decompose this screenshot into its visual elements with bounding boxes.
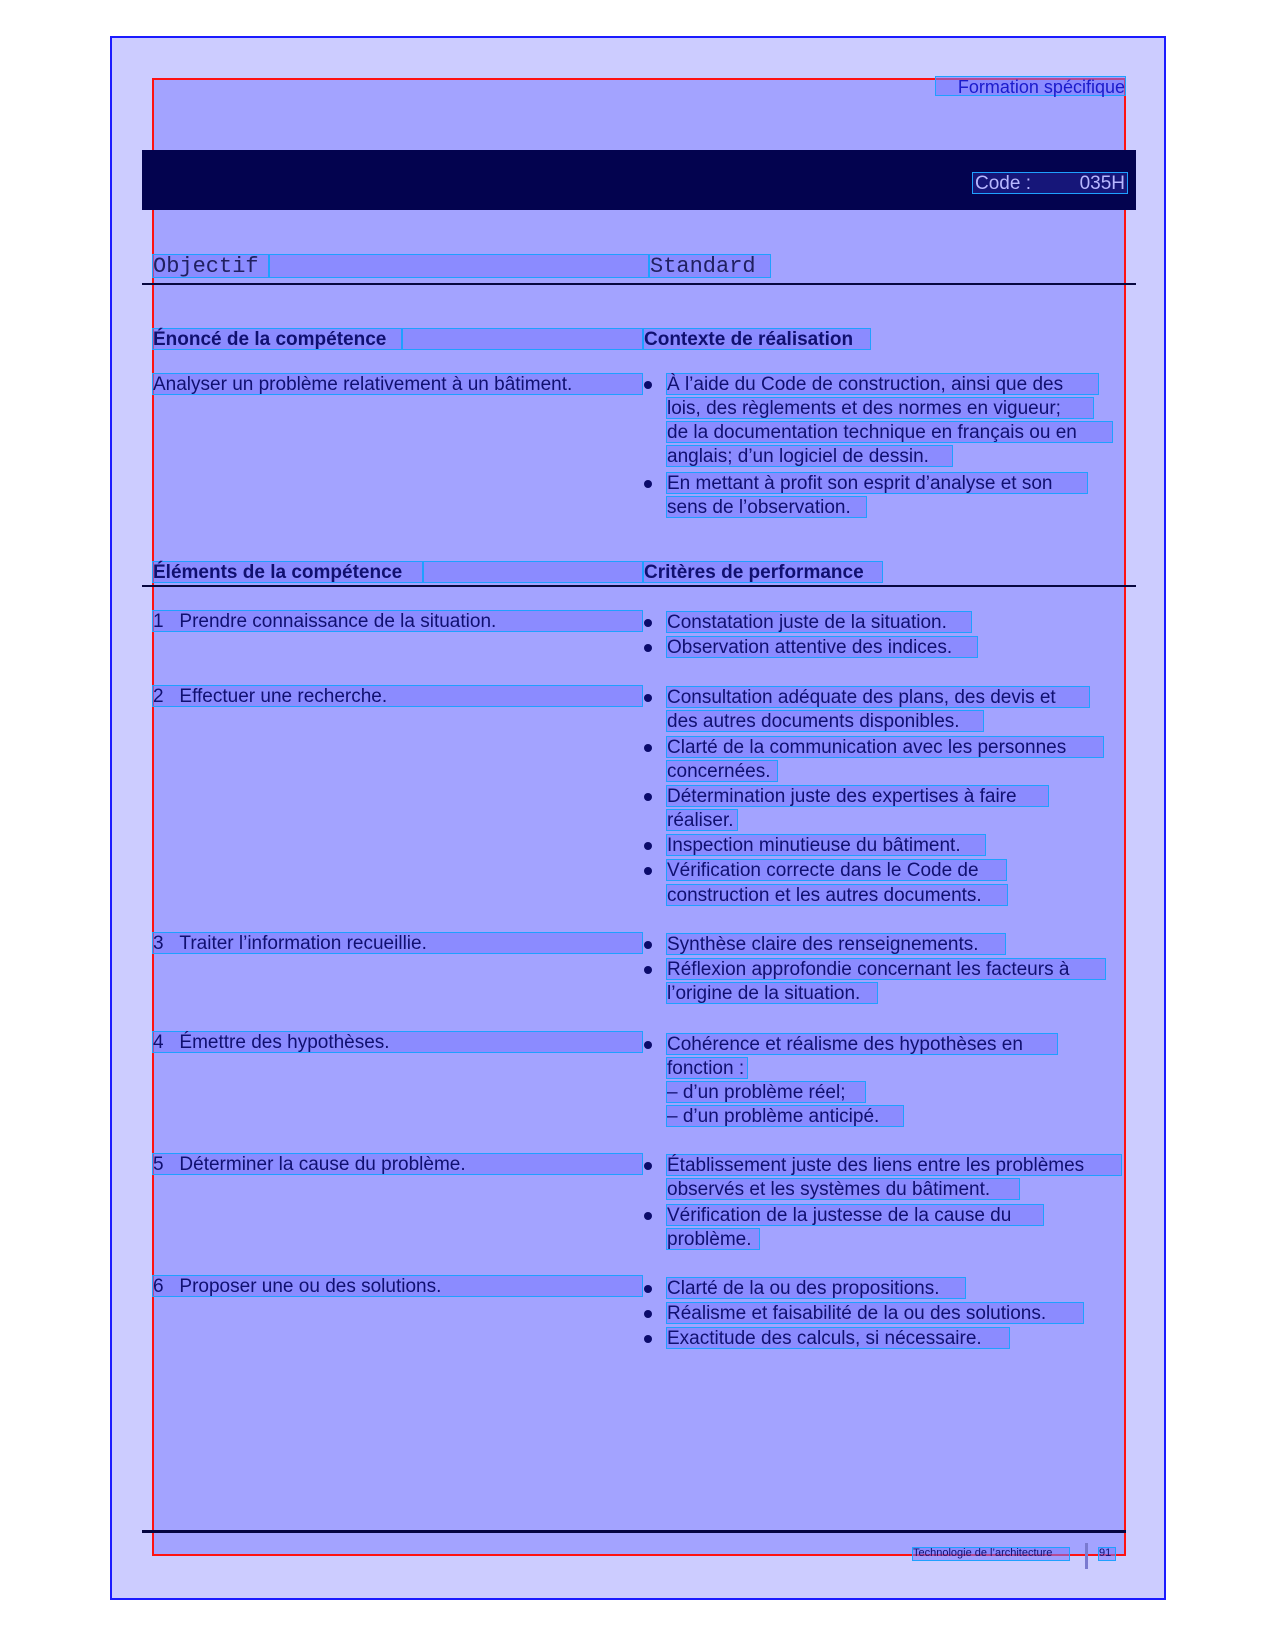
element-text: Traiter l’information recueillie. [179,933,427,954]
criteria-line: des autres documents disponibles. [666,710,984,732]
element-number: 5 [153,1154,164,1175]
element-item-2 [152,685,643,707]
section-label: Formation spécifique [935,76,1126,96]
page-number: 91 [1098,1547,1116,1561]
bullet-icon [644,842,652,850]
element-item-5 [152,1153,643,1175]
criteria-line: Synthèse claire des renseignements. [666,933,1006,955]
criteria-line: Vérification de la justesse de la cause du [666,1204,1044,1226]
bullet-icon [644,1212,652,1220]
context-line: À l’aide du Code de construction, ainsi que des [666,373,1099,395]
criteria-title: Critères de performance [643,561,883,583]
criteria-line: – d’un problème réel; [666,1081,866,1103]
bullet-icon [644,1041,652,1049]
element-number: 3 [153,933,164,954]
element-item-6 [152,1275,643,1297]
bullet-icon [644,966,652,974]
competency-code [972,172,1128,194]
element-text: Déterminer la cause du problème. [179,1154,466,1175]
criteria-line: Clarté de la ou des propositions. [666,1277,966,1299]
criteria-line: Constatation juste de la situation. [666,611,972,633]
criteria-line: observés et les systèmes du bâtiment. [666,1178,1020,1200]
bullet-icon [644,644,652,652]
context-line: sens de l’observation. [666,496,867,518]
bullet-icon [644,694,652,702]
element-item-4 [152,1031,643,1053]
bullet-icon [644,1285,652,1293]
criteria-line: Vérification correcte dans le Code de [666,859,1007,881]
criteria-line: – d’un problème anticipé. [666,1105,904,1127]
criteria-line: Inspection minutieuse du bâtiment. [666,834,986,856]
criteria-line: Cohérence et réalisme des hypothèses en [666,1033,1058,1055]
header-rule [142,283,1136,285]
statement-title-spacer [402,328,643,350]
code-label: Code : [975,173,1031,194]
statement-title: Énoncé de la compétence [152,328,402,350]
bullet-icon [644,381,652,389]
context-line: de la documentation technique en français ou en [666,421,1113,443]
criteria-line: Réflexion approfondie concernant les facteurs à [666,958,1106,980]
criteria-line: Observation attentive des indices. [666,636,978,658]
column-standard: Standard [649,254,771,278]
bullet-icon [644,941,652,949]
bullet-icon [644,1310,652,1318]
criteria-line: Clarté de la communication avec les personnes [666,736,1104,758]
element-item-3 [152,932,643,954]
bullet-icon [644,480,652,488]
context-line: lois, des règlements et des normes en vigueur; [666,397,1094,419]
element-number: 1 [153,611,164,632]
element-number: 2 [153,686,164,707]
criteria-line: Exactitude des calculs, si nécessaire. [666,1327,1010,1349]
context-line: En mettant à profit son esprit d’analyse et son [666,472,1088,494]
criteria-line: problème. [666,1228,760,1250]
element-text: Prendre connaissance de la situation. [179,611,497,632]
criteria-line: concernées. [666,760,778,782]
criteria-line: Réalisme et faisabilité de la ou des solutions. [666,1302,1084,1324]
criteria-line: Consultation adéquate des plans, des devis et [666,686,1090,708]
criteria-line: Détermination juste des expertises à faire [666,785,1049,807]
bullet-icon [644,1162,652,1170]
elements-title-spacer [423,561,643,583]
criteria-line: fonction : [666,1057,748,1079]
footer-rule [142,1530,1126,1533]
element-text: Proposer une ou des solutions. [179,1276,442,1297]
code-value: 035H [1079,173,1125,194]
footer-divider [1085,1543,1088,1569]
criteria-line: l’origine de la situation. [666,982,878,1004]
context-title: Contexte de réalisation [643,328,871,350]
bullet-icon [644,867,652,875]
criteria-line: réaliser. [666,809,738,831]
element-number: 6 [153,1276,164,1297]
statement-text: Analyser un problème relativement à un bâtiment. [152,373,643,395]
criteria-line: construction et les autres documents. [666,884,1008,906]
column-objectif: Objectif [152,254,269,278]
context-line: anglais; d’un logiciel de dessin. [666,445,953,467]
elements-title: Éléments de la compétence [152,561,423,583]
element-number: 4 [153,1032,164,1053]
bullet-icon [644,619,652,627]
bullet-icon [644,1335,652,1343]
column-spacer [269,254,649,278]
element-text: Émettre des hypothèses. [179,1032,390,1053]
bullet-icon [644,793,652,801]
footer-program: Technologie de l’architecture [912,1547,1070,1561]
element-item-1 [152,610,643,632]
elements-rule [142,585,1136,587]
element-text: Effectuer une recherche. [179,686,388,707]
bullet-icon [644,744,652,752]
criteria-line: Établissement juste des liens entre les problèmes [666,1154,1122,1176]
